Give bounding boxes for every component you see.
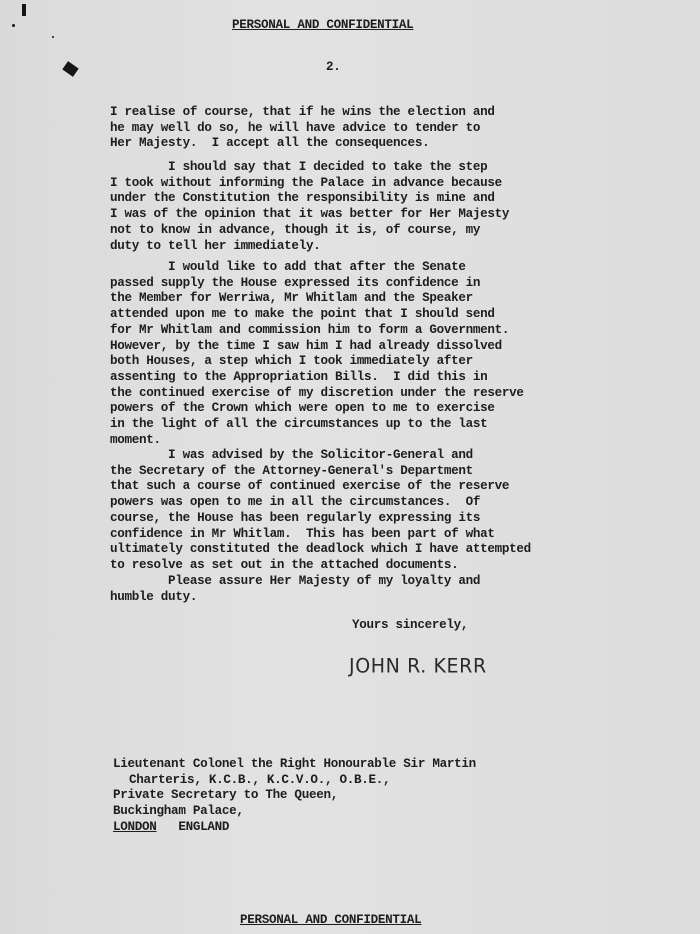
scan-dot <box>52 36 54 38</box>
text-line: Her Majesty. I accept all the consequences. <box>110 136 430 151</box>
text-line: attended upon me to make the point that I should send <box>110 307 495 322</box>
text-line: I took without informing the Palace in advance because <box>110 175 502 190</box>
text-line: Please assure Her Majesty of my loyalty and <box>110 574 481 588</box>
address-country: ENGLAND <box>178 819 230 834</box>
paragraph-5 <box>110 574 630 605</box>
scan-mark-left <box>62 61 78 77</box>
address-line: Charteris, K.C.B., K.C.V.O., O.B.E., <box>129 772 391 787</box>
text-line: confidence in Mr Whitlam. This has been part of what <box>110 526 495 541</box>
text-line: for Mr Whitlam and commission him to form a Government. <box>110 322 510 337</box>
signature-block: JOHN R. KERR <box>349 654 487 678</box>
closing: Yours sincerely, <box>352 618 469 632</box>
paragraph-1 <box>110 105 630 152</box>
text-line: under the Constitution the responsibility is mine and <box>110 191 495 206</box>
paragraph-3 <box>110 260 630 448</box>
paragraph-4 <box>110 448 630 574</box>
text-line: the Secretary of the Attorney-General's Department <box>110 463 473 478</box>
text-line: not to know in advance, though it is, of course, my <box>110 222 481 237</box>
address-line: Buckingham Palace, <box>113 804 244 819</box>
text-line: that such a course of continued exercise of the reserve <box>110 479 510 494</box>
text-line: I was advised by the Solicitor-General and <box>110 448 473 462</box>
text-line: I should say that I decided to take the step <box>110 160 488 174</box>
scan-dot <box>12 24 15 27</box>
footer-confidential: PERSONAL AND CONFIDENTIAL <box>240 913 422 927</box>
text-line: assenting to the Appropriation Bills. I did this in <box>110 369 488 384</box>
page-number: 2. <box>326 60 341 74</box>
text-line: duty to tell her immediately. <box>110 238 321 253</box>
address-city: LONDON <box>113 819 157 834</box>
paragraph-2 <box>110 160 630 254</box>
address-line: Lieutenant Colonel the Right Honourable Sir Martin <box>113 757 476 771</box>
scan-mark-top <box>22 4 26 16</box>
text-line: the Member for Werriwa, Mr Whitlam and the Speaker <box>110 291 473 306</box>
text-line: I would like to add that after the Senate <box>110 260 466 274</box>
address-city-line <box>113 820 476 836</box>
text-line: powers of the Crown which were open to me to exercise <box>110 401 495 416</box>
text-line: to resolve as set out in the attached documents. <box>110 557 459 572</box>
text-line: ultimately constituted the deadlock which I have attempted <box>110 542 531 557</box>
text-line: he may well do so, he will have advice to tender to <box>110 120 481 135</box>
text-line: passed supply the House expressed its confidence in <box>110 275 481 290</box>
text-line: powers was open to me in all the circumstances. Of <box>110 495 481 510</box>
text-line: humble duty. <box>110 589 198 604</box>
text-line: both Houses, a step which I took immediately after <box>110 354 473 369</box>
text-line: I realise of course, that if he wins the election and <box>110 105 495 119</box>
text-line: I was of the opinion that it was better for Her Majesty <box>110 207 510 222</box>
text-line: moment. <box>110 432 161 447</box>
text-line: However, by the time I saw him I had already dissolved <box>110 338 502 353</box>
text-line: in the light of all the circumstances up to the last <box>110 417 488 432</box>
header-confidential: PERSONAL AND CONFIDENTIAL <box>232 18 414 32</box>
recipient-address <box>113 757 476 836</box>
text-line: course, the House has been regularly expressing its <box>110 510 481 525</box>
text-line: the continued exercise of my discretion under the reserve <box>110 385 524 400</box>
address-line: Private Secretary to The Queen, <box>113 788 338 803</box>
